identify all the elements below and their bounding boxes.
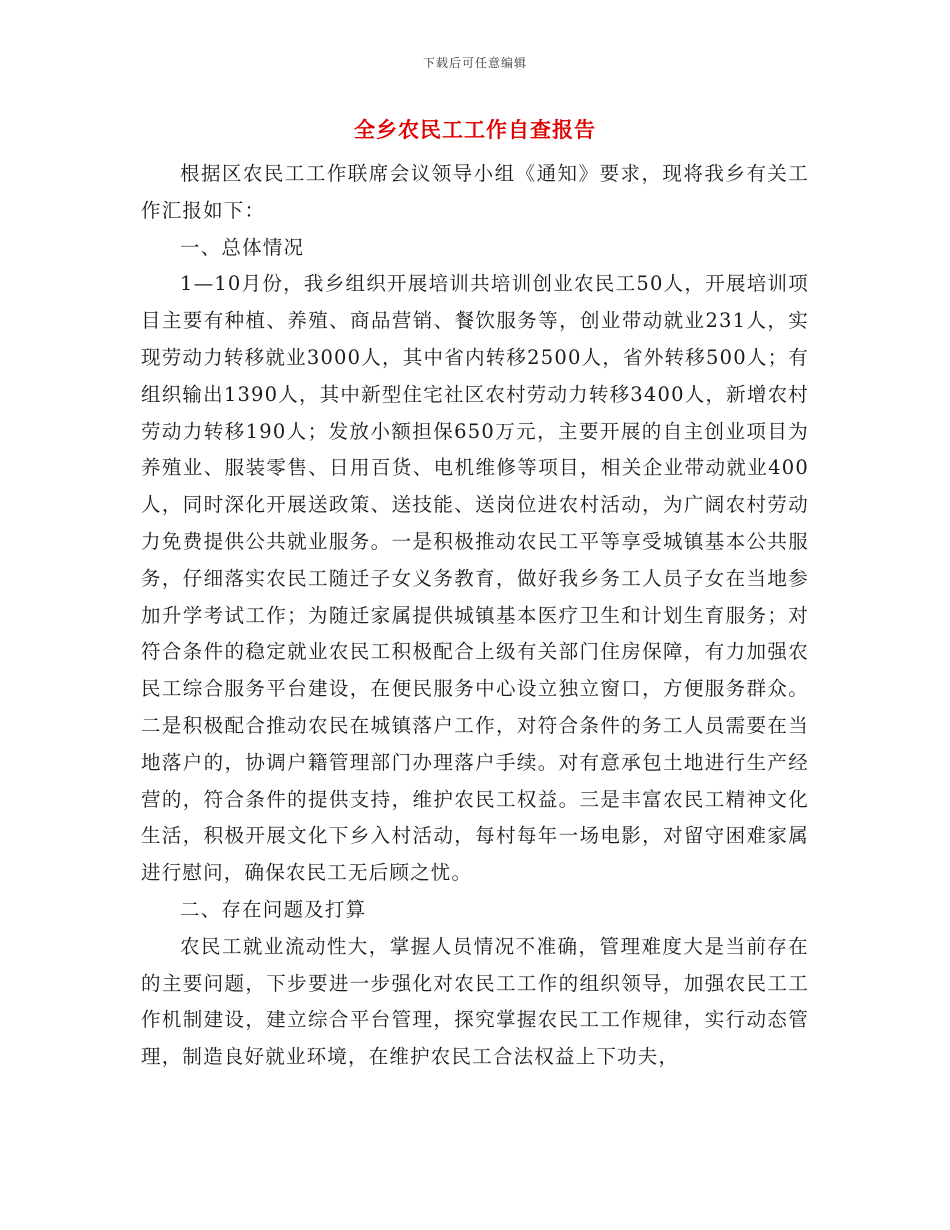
document-title: 全乡农民工工作自查报告: [354, 117, 596, 142]
paragraph-problems: 农民工就业流动性大，掌握人员情况不准确，管理难度大是当前存在的主要问题，下步要进一步强化对农民工工作的组织领导，加强农民工工作机制建设，建立综合平台管理，探究掌握农民工工作规律，实行动态管理，制造良好就业环境，在维护农民工合法权益上下功夫，: [141, 934, 809, 1069]
paragraph-overview: 1—10月份，我乡组织开展培训共培训创业农民工50人，开展培训项目主要有种植、养殖、商品营销、餐饮服务等，创业带动就业231人，实现劳动力转移就业3000人，其中省内转移2500人，省外转移500人；有组织输出1390人，其中新型住宅社区农村劳动力转移3400人，新增农村劳动力转移190人；发放小额担保650万元，主要开展的自主创业项目为养殖业、服装零售、日用百货、电机维修等项目，相关企业带动就业400人，同时深化开展送政策、送技能、送岗位进农村活动，为广阔农村劳动力免费提供公共就业服务。一是积极推动农民工平等享受城镇基本公共服务，仔细落实农民工随迁子女义务教育，做好我乡务工人员子女在当地参加升学考试工作；为随迁家属提供城镇基本医疗卫生和计划生育服务；对符合条件的稳定就业农民工积极配合上级有关部门住房保障，有力加强农民工综合服务平台建设，在便民服务中心设立独立窗口，方便服务群众。二是积极配合推动农民在城镇落户工作，对符合条件的务工人员需要在当地落户的，协调户籍管理部门办理落户手续。对有意承包土地进行生产经营的，符合条件的提供支持，维护农民工权益。三是丰富农民工精神文化生活，积极开展文化下乡入村活动，每村每年一场电影，对留守困难家属进行慰问，确保农民工无后顾之忧。: [141, 272, 809, 885]
section-heading-overview: 一、总体情况: [180, 235, 305, 259]
header-note: 下载后可任意编辑: [422, 56, 527, 70]
paragraph-intro: 根据区农民工工作联席会议领导小组《通知》要求，现将我乡有关工作汇报如下：: [141, 162, 809, 222]
section-heading-problems: 二、存在问题及打算: [180, 897, 367, 921]
document-body: [141, 156, 809, 1076]
